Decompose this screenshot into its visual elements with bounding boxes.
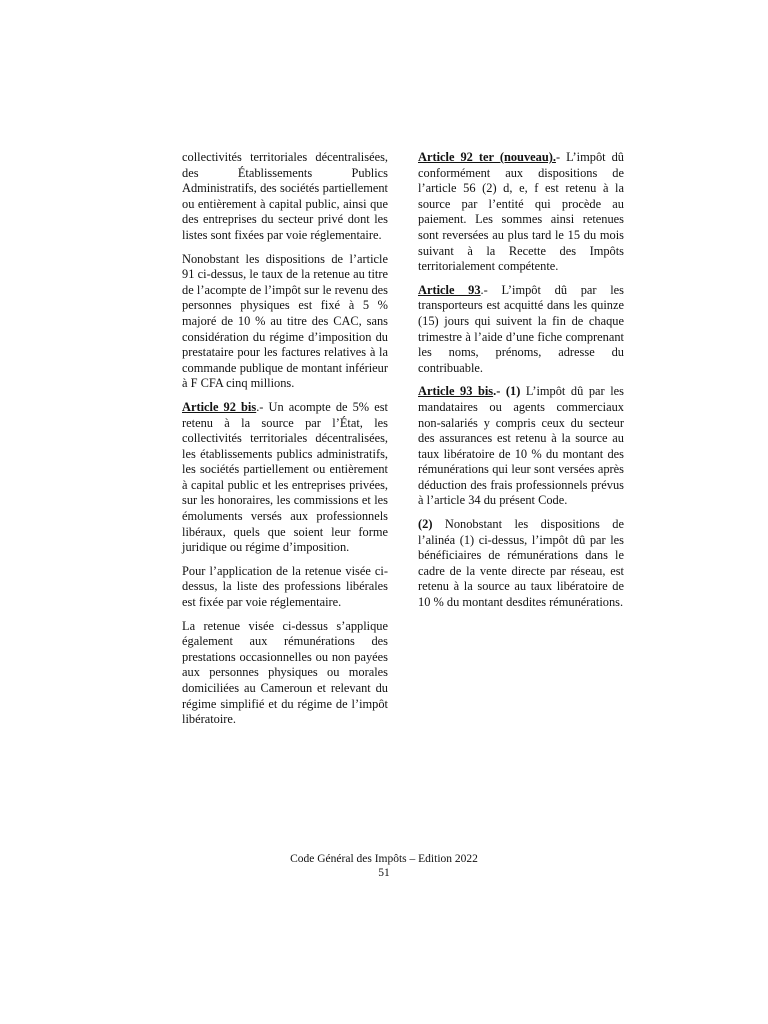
- paragraph-2-text: Nonobstant les dispositions de l’alinéa (1) ci-dessus, l’impôt dû par les bénéficiaires de rémunérations dans le cadre de la vente directe par réseau, est retenu à la source au taux libératoire de 10 % du montant desdites rémunérations.: [418, 517, 624, 610]
- article-92-bis-heading: Article 92 bis: [182, 399, 257, 414]
- article-92-bis: [182, 400, 388, 556]
- article-93-bis-separator: .-: [493, 384, 506, 399]
- right-column: [418, 150, 624, 619]
- page-number: 51: [378, 867, 390, 879]
- footer-title: Code Général des Impôts – Edition 2022: [290, 853, 478, 865]
- article-92-ter-text: - L’impôt dû conformément aux dispositions de l’article 56 (2) d, e, f est retenu à la source par l’entité qui procède au paiement. Les sommes ainsi retenues sont reversées au plus tard le 15 du mois suivant à la Recette des Impôts territorialement compétente.: [418, 150, 624, 274]
- article-93-bis: [418, 384, 624, 509]
- article-93-bis-text: L’impôt dû par les mandataires ou agents commerciaux non-salariés y compris ceux du secteur des assurances est retenu à la source au taux libératoire de 10 % du montant des rémunérations qui leur sont versées après déduction des frais professionnels prévus à l’article 34 du présent Code.: [418, 384, 624, 508]
- paragraph-continuation: collectivités territoriales décentralisées, des Établissements Publics Administratifs, des sociétés partiellement ou entièrement à capital public, ainsi que des entreprises du secteur privé dont les listes sont fixées par voie réglementaire.: [182, 150, 388, 242]
- page-footer: [0, 852, 768, 880]
- left-column: [182, 150, 388, 736]
- article-92-bis-text: .- Un acompte de 5% est retenu à la source par l’État, les collectivités territoriales décentralisées, les établissements publics administratifs, les sociétés partiellement ou entièrement à capital public et les entreprises privées, sur les honoraires, les commissions et les émoluments versés aux professionnels libéraux, quels que soient leur forme juridique ou régime d’imposition.: [182, 399, 388, 555]
- paragraph-notwithstanding-art91: Nonobstant les dispositions de l’article 91 ci-dessus, le taux de la retenue au titre de l’acompte de l’impôt sur le revenu des personnes physiques est fixé à 5 % majoré de 10 % au titre des CAC, sans considération du régime d’imposition du prestataire pour les factures relatives à la commande publique de montant inférieur à F CFA cinq millions.: [182, 251, 388, 391]
- article-92-ter: [418, 150, 624, 275]
- paragraph-liberal-professions: Pour l’application de la retenue visée ci-dessus, la liste des professions libérales est fixée par voie réglementaire.: [182, 563, 388, 610]
- article-93-heading: Article 93: [418, 282, 481, 297]
- article-93-bis-number: (1): [505, 384, 521, 399]
- paragraph-occasional-services: La retenue visée ci-dessus s’applique également aux rémunérations des prestations occasionnelles ou non payées aux personnes physiques ou morales domiciliées au Cameroun et relevant du régime simplifié et du régime de l’impôt libératoire.: [182, 618, 388, 727]
- article-93: [418, 283, 624, 377]
- article-93-bis-paragraph-2: [418, 517, 624, 611]
- paragraph-2-number: (2): [418, 517, 433, 532]
- article-92-ter-heading: Article 92 ter (nouveau).: [418, 150, 556, 164]
- article-93-bis-heading: Article 93 bis: [418, 384, 494, 399]
- article-93-text: .- L’impôt dû par les transporteurs est acquitté dans les quinze (15) jours qui suivent la fin de chaque trimestre à l’aide d’une fiche comprenant les noms, prénoms, adresse du contribuable.: [418, 282, 624, 375]
